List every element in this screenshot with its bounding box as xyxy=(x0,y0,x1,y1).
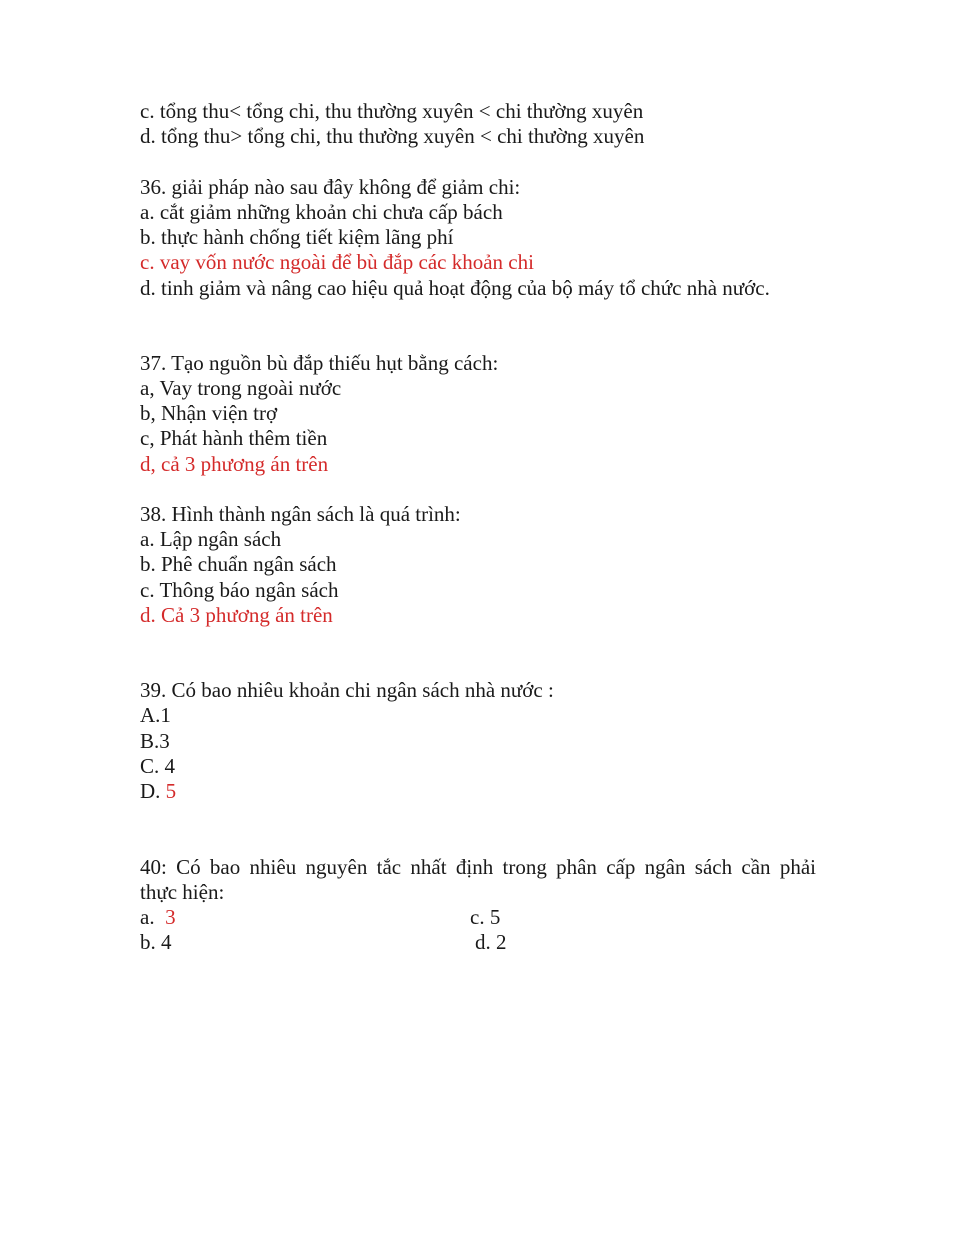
q36-option-c-answer: c. vay vốn nước ngoài để bù đắp các khoản chi xyxy=(140,250,534,274)
q38-option-c: c. Thông báo ngân sách xyxy=(140,578,339,602)
q40-option-a-answer: 3 xyxy=(165,905,176,929)
q37-option-d-answer: d, cả 3 phương án trên xyxy=(140,452,329,476)
q36-option-a: a. cắt giảm những khoản chi chưa cấp bách xyxy=(140,200,503,224)
q39-option-a: A.1 xyxy=(140,703,171,727)
q39-option-d xyxy=(140,779,176,804)
question-38: 38. Hình thành ngân sách là quá trình: xyxy=(140,502,461,526)
q37-option-b: b, Nhận viện trợ xyxy=(140,401,278,425)
q38-option-b: b. Phê chuẩn ngân sách xyxy=(140,552,337,576)
q40-option-b: b. 4 xyxy=(140,930,172,954)
q39-option-d-answer: 5 xyxy=(165,779,177,803)
q39-option-b: B.3 xyxy=(140,729,170,753)
q37-option-a: a, Vay trong ngoài nước xyxy=(140,376,342,400)
question-40-line2: thực hiện: xyxy=(140,880,225,904)
option-d-prev: d. tổng thu> tổng chi, thu thường xuyên < chi thường xuyên xyxy=(140,124,645,148)
q39-option-c: C. 4 xyxy=(140,754,176,778)
question-37: 37. Tạo nguồn bù đắp thiếu hụt bằng cách: xyxy=(140,351,499,375)
q40-option-a-prefix: a. xyxy=(140,905,155,929)
option-c-prev: c. tổng thu< tổng chi, thu thường xuyên < chi thường xuyên xyxy=(140,99,644,123)
q38-option-a: a. Lập ngân sách xyxy=(140,527,282,551)
question-36: 36. giải pháp nào sau đây không để giảm chi: xyxy=(140,175,521,199)
q40-option-c: c. 5 xyxy=(470,905,501,929)
question-39: 39. Có bao nhiêu khoản chi ngân sách nhà nước : xyxy=(140,678,554,702)
q40-option-d: d. 2 xyxy=(475,930,507,954)
question-40-line1: 40: Có bao nhiêu nguyên tắc nhất định trong phân cấp ngân sách cần phải xyxy=(140,855,816,879)
q39-option-d-prefix: D. xyxy=(140,779,166,803)
q40-option-a xyxy=(140,905,176,930)
q36-option-b: b. thực hành chống tiết kiệm lãng phí xyxy=(140,225,454,249)
q36-option-d: d. tinh giảm và nâng cao hiệu quả hoạt động của bộ máy tổ chức nhà nước. xyxy=(140,276,770,300)
q37-option-c: c, Phát hành thêm tiền xyxy=(140,426,328,450)
q38-option-d-answer: d. Cả 3 phương án trên xyxy=(140,603,333,627)
